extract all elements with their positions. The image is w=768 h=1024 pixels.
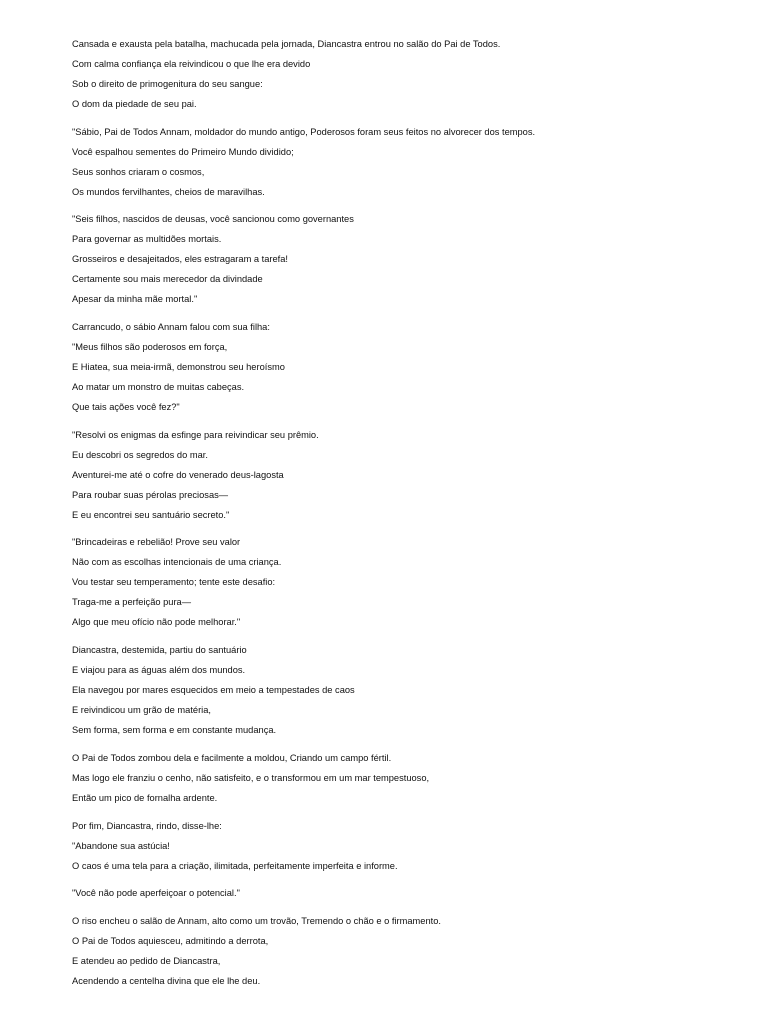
poem-line: Ao matar um monstro de muitas cabeças. <box>72 382 245 393</box>
poem-line: Sem forma, sem forma e em constante mudança. <box>72 725 277 736</box>
poem-line: Diancastra, destemida, partiu do santuário <box>72 645 247 656</box>
poem-line: Eu descobri os segredos do mar. <box>72 449 208 460</box>
stanza <box>72 37 732 117</box>
stanza <box>72 320 732 420</box>
poem-line: Os mundos fervilhantes, cheios de maravilhas. <box>72 186 265 197</box>
poem-line: E eu encontrei seu santuário secreto." <box>72 509 230 520</box>
poem-line: Então um pico de fornalha ardente. <box>72 792 218 803</box>
poem-line: Com calma confiança ela reivindicou o que lhe era devido <box>72 59 311 69</box>
poem-line: Por fim, Diancastra, rindo, disse-lhe: <box>72 820 222 831</box>
poem-line: Você espalhou sementes do Primeiro Mundo dividido; <box>72 146 294 157</box>
poem-line: "Meus filhos são poderosos em força, <box>72 342 228 353</box>
poem-line: Para roubar suas pérolas preciosas— <box>72 489 229 500</box>
stanza <box>72 428 732 528</box>
stanza <box>72 125 732 205</box>
poem-line: "Sábio, Pai de Todos Annam, moldador do mundo antigo, Poderosos foram seus feitos no alvorecer dos tempos. <box>72 126 536 137</box>
poem-line: Traga-me a perfeição pura— <box>72 597 192 608</box>
stanza <box>72 643 732 743</box>
stanza <box>72 886 732 906</box>
poem-line: E atendeu ao pedido de Diancastra, <box>72 955 221 966</box>
poem-line: "Abandone sua astúcia! <box>72 840 170 851</box>
poem-line: E Hiatea, sua meia-irmã, demonstrou seu heroísmo <box>72 362 285 373</box>
poem-page <box>72 37 732 1002</box>
stanza <box>72 914 732 994</box>
poem-line: "Seis filhos, nascidos de deusas, você sancionou como governantes <box>72 214 354 225</box>
poem-line: O dom da piedade de seu pai. <box>72 99 197 109</box>
poem-line: "Resolvi os enigmas da esfinge para reivindicar seu prêmio. <box>72 429 319 440</box>
poem-line: Certamente sou mais merecedor da divindade <box>72 274 263 285</box>
poem-line: "Você não pode aperfeiçoar o potencial." <box>72 888 240 899</box>
poem-line: Seus sonhos criaram o cosmos, <box>72 166 205 177</box>
poem-line: Carrancudo, o sábio Annam falou com sua filha: <box>72 322 270 333</box>
stanza <box>72 819 732 879</box>
poem-line: Algo que meu ofício não pode melhorar." <box>72 617 241 628</box>
poem-line: Aventurei-me até o cofre do venerado deus-lagosta <box>72 469 284 480</box>
stanza <box>72 212 732 312</box>
poem-line: Mas logo ele franziu o cenho, não satisfeito, e o transformou em um mar tempestuoso, <box>72 772 430 783</box>
poem-line: O riso encheu o salão de Annam, alto como um trovão, Tremendo o chão e o firmamento. <box>72 915 441 926</box>
poem-line: E reivindicou um grão de matéria, <box>72 705 212 716</box>
stanza <box>72 751 732 811</box>
poem-line: Grosseiros e desajeitados, eles estragaram a tarefa! <box>72 254 289 265</box>
poem-line: "Brincadeiras e rebelião! Prove seu valor <box>72 537 241 548</box>
poem-line: Não com as escolhas intencionais de uma criança. <box>72 557 282 568</box>
poem-line: Apesar da minha mãe mortal." <box>72 294 198 305</box>
poem-line: Acendendo a centelha divina que ele lhe deu. <box>72 975 261 986</box>
poem-line: Cansada e exausta pela batalha, machucada pela jornada, Diancastra entrou no salão do Pai de Todos. <box>72 39 501 49</box>
poem-line: Que tais ações você fez?" <box>72 402 180 413</box>
poem-line: O Pai de Todos zombou dela e facilmente a moldou, Criando um campo fértil. <box>72 752 392 763</box>
poem-line: O caos é uma tela para a criação, ilimitada, perfeitamente imperfeita e informe. <box>72 860 398 871</box>
stanza <box>72 535 732 635</box>
poem-line: Ela navegou por mares esquecidos em meio a tempestades de caos <box>72 685 355 696</box>
poem-line: O Pai de Todos aquiesceu, admitindo a derrota, <box>72 935 269 946</box>
poem-line: Para governar as multidões mortais. <box>72 234 222 245</box>
poem-line: E viajou para as águas além dos mundos. <box>72 665 246 676</box>
poem-line: Sob o direito de primogenitura do seu sangue: <box>72 79 263 89</box>
poem-line: Vou testar seu temperamento; tente este desafio: <box>72 577 276 588</box>
